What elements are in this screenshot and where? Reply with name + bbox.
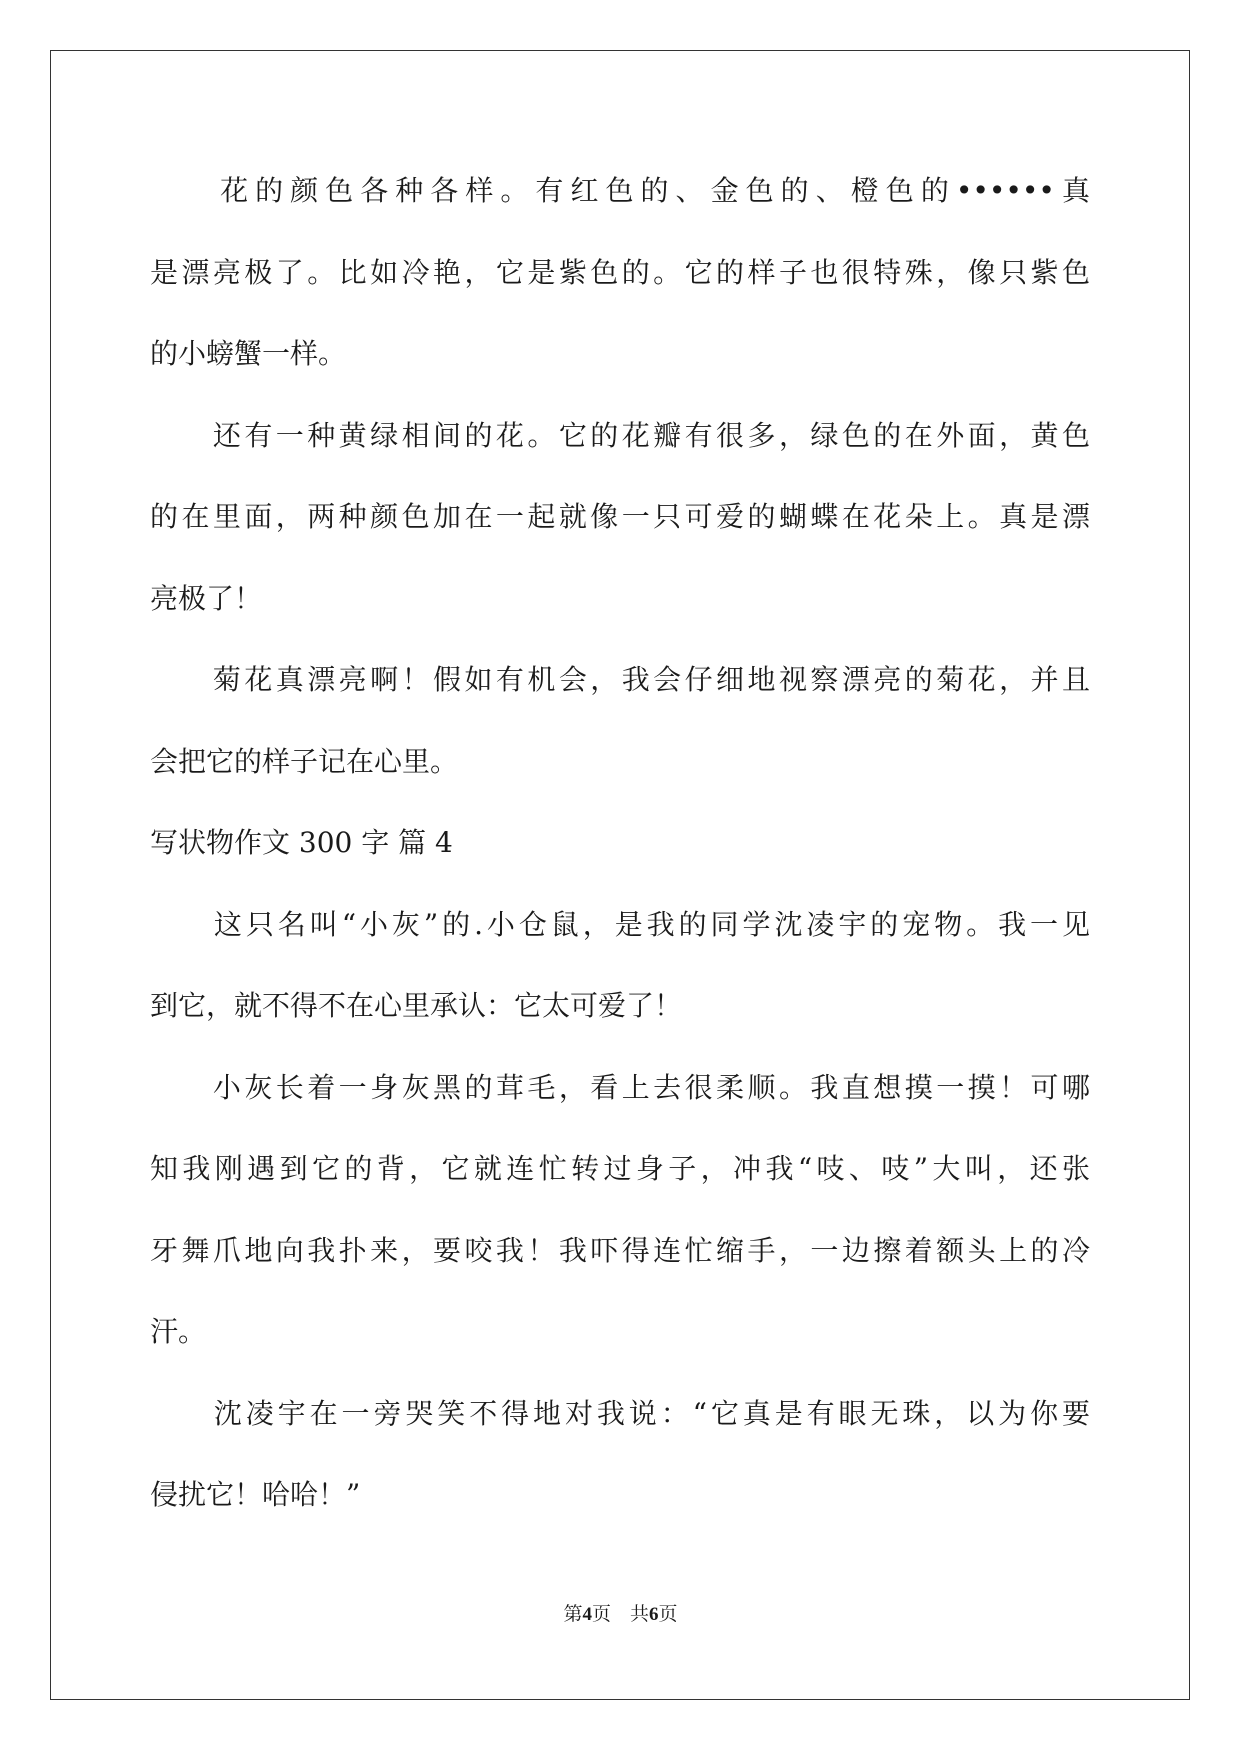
footer-suffix: 页 — [658, 1604, 678, 1625]
paragraph-line: 这只名叫“小灰”的.小仓鼠，是我的同学沈凌宇的宠物。我一见 — [150, 908, 1090, 941]
paragraph-line: 沈凌宇在一旁哭笑不得地对我说：“它真是有眼无珠，以为你要 — [150, 1397, 1090, 1430]
paragraph-line: 侵扰它！哈哈！” — [150, 1478, 361, 1511]
paragraph-line: 知我刚遇到它的背，它就连忙转过身子，冲我“吱、吱”大叫，还张 — [150, 1152, 1090, 1185]
paragraph-line: 的小螃蟹一样。 — [150, 337, 347, 370]
total-page-number: 6 — [649, 1604, 659, 1625]
paragraph-line: 菊花真漂亮啊！假如有机会，我会仔细地视察漂亮的菊花，并且 — [150, 663, 1090, 696]
page-footer — [0, 1603, 1241, 1627]
section-heading: 写状物作文 300 字 篇 4 — [150, 826, 453, 859]
page-border — [50, 50, 1190, 1700]
paragraph-line: 到它，就不得不在心里承认：它太可爱了！ — [150, 989, 683, 1022]
paragraph-line: 亮极了！ — [150, 582, 263, 615]
current-page-number: 4 — [582, 1604, 592, 1625]
footer-prefix: 第 — [563, 1604, 583, 1625]
paragraph-line: 还有一种黄绿相间的花。它的花瓣有很多，绿色的在外面，黄色 — [150, 419, 1090, 452]
paragraph-line: 汗。 — [150, 1315, 207, 1348]
paragraph-line: 花的颜色各种各样。有红色的、金色的、橙色的••••••真 — [150, 174, 1090, 207]
paragraph-line: 是漂亮极了。比如冷艳，它是紫色的。它的样子也很特殊，像只紫色 — [150, 256, 1090, 289]
paragraph-line: 会把它的样子记在心里。 — [150, 745, 459, 778]
paragraph-line: 牙舞爪地向我扑来，要咬我！我吓得连忙缩手，一边擦着额头上的冷 — [150, 1234, 1090, 1267]
footer-mid: 页 共 — [591, 1604, 649, 1625]
paragraph-line: 的在里面，两种颜色加在一起就像一只可爱的蝴蝶在花朵上。真是漂 — [150, 500, 1090, 533]
paragraph-line: 小灰长着一身灰黑的茸毛，看上去很柔顺。我直想摸一摸！可哪 — [150, 1071, 1090, 1104]
